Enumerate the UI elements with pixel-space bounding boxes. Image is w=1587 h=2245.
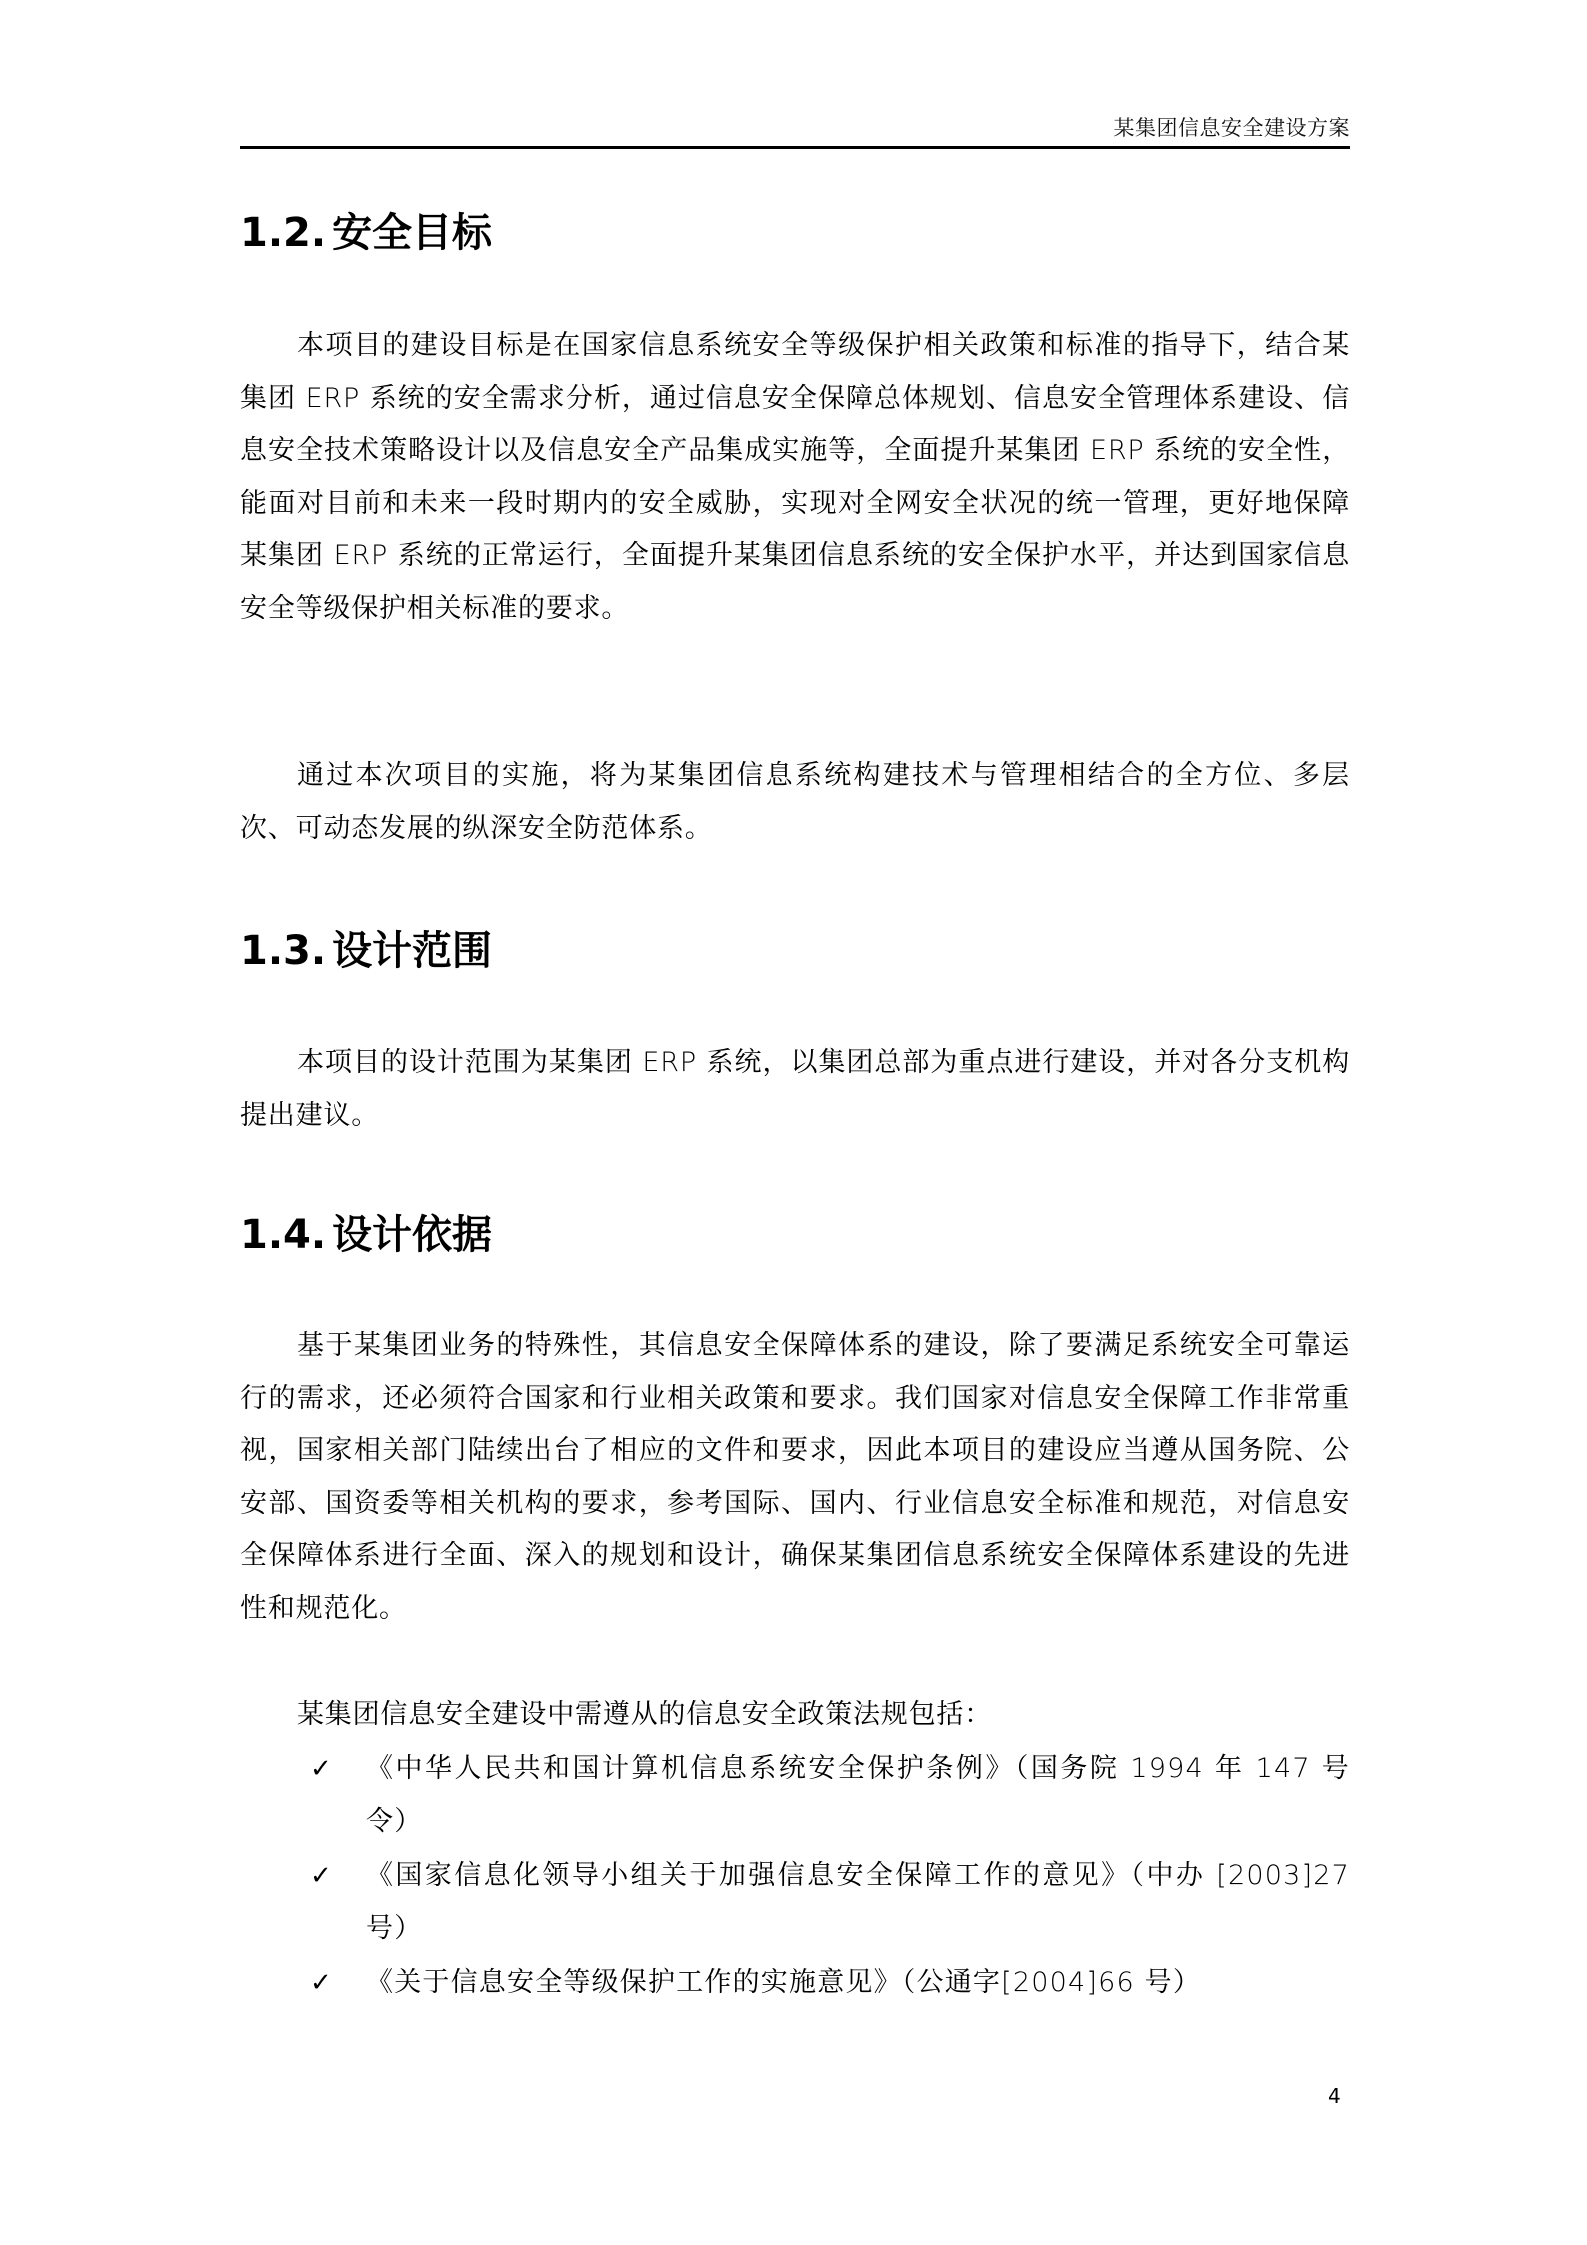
section-number: 1.2. [240, 210, 327, 256]
section-title: 设计范围 [332, 928, 493, 974]
paragraph-regulations-intro: 某集团信息安全建设中需遵从的信息安全政策法规包括： [297, 1699, 992, 1730]
page-header [240, 108, 1350, 149]
regulations-list [240, 1743, 1350, 2012]
checkmark-icon: ✓ [310, 1861, 333, 1891]
list-item [240, 1743, 1350, 1848]
document-title: 某集团信息安全建设方案 [1113, 116, 1350, 140]
paragraph-security-goal: 本项目的建设目标是在国家信息系统安全等级保护相关政策和标准的指导下，结合某集团 ERP 系统的安全需求分析，通过信息安全保障总体规划、信息安全管理体系建设、信息安全技术策略设计以及信息安全产品集成实施等，全面提升某集团 ERP 系统的安全性，能面对目前和未来一段时期内的安全威胁，实现对全网安全状况的统一管理，更好地保障某集团 ERP 系统的正常运行，全面提升某集团信息系统的安全保护水平，并达到国家信息安全等级保护相关标准的要求。 [240, 330, 1350, 624]
section-heading-1-3 [240, 926, 492, 976]
section-number: 1.4. [240, 1212, 327, 1258]
list-item-text: 《国家信息化领导小组关于加强信息安全保障工作的意见》（中办 [2003]27 号） [366, 1860, 1350, 1944]
list-item [240, 1850, 1350, 1955]
section-heading-1-2 [240, 208, 492, 258]
paragraph-implementation-outcome: 通过本次项目的实施，将为某集团信息系统构建技术与管理相结合的全方位、多层次、可动态发展的纵深安全防范体系。 [240, 760, 1350, 844]
section-number: 1.3. [240, 928, 327, 974]
list-item-text: 《关于信息安全等级保护工作的实施意见》（公通字[2004]66 号） [366, 1967, 1202, 1998]
paragraph-design-scope: 本项目的设计范围为某集团 ERP 系统，以集团总部为重点进行建设，并对各分支机构提出建议。 [240, 1047, 1350, 1131]
page-number: 4 [1328, 2084, 1341, 2108]
section-title: 安全目标 [332, 210, 493, 256]
list-item-text: 《中华人民共和国计算机信息系统安全保护条例》（国务院 1994 年 147 号令） [366, 1753, 1350, 1837]
section-heading-1-4 [240, 1210, 492, 1260]
list-item [240, 1957, 1350, 2010]
checkmark-icon: ✓ [310, 1968, 333, 1998]
paragraph-design-basis: 基于某集团业务的特殊性，其信息安全保障体系的建设，除了要满足系统安全可靠运行的需求，还必须符合国家和行业相关政策和要求。我们国家对信息安全保障工作非常重视，国家相关部门陆续出台了相应的文件和要求，因此本项目的建设应当遵从国务院、公安部、国资委等相关机构的要求，参考国际、国内、行业信息安全标准和规范，对信息安全保障体系进行全面、深入的规划和设计，确保某集团信息系统安全保障体系建设的先进性和规范化。 [240, 1330, 1350, 1624]
checkmark-icon: ✓ [310, 1754, 333, 1784]
section-title: 设计依据 [332, 1212, 493, 1258]
